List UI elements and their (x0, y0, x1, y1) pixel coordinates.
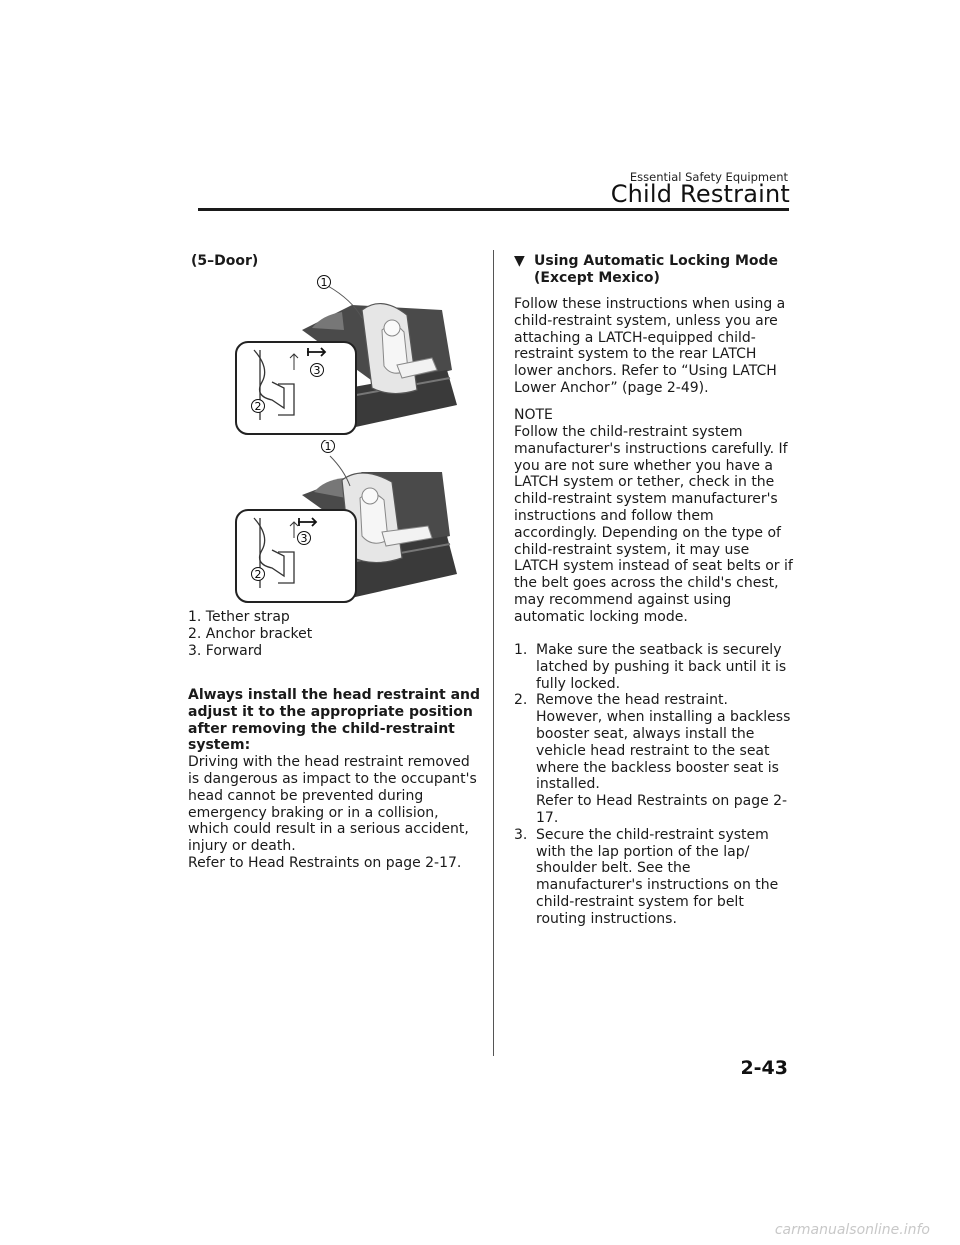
legend-item: 2. Anchor bracket (188, 625, 313, 642)
seat-illustration-bottom (232, 440, 460, 610)
step-number: 3. (514, 826, 528, 843)
callout-1: 1 (320, 276, 328, 289)
warning-reference: Refer to Head Restraints on page 2-17. (188, 854, 462, 871)
step-text: Secure the child-restraint system with the lap portion of the lap/ shoulder belt. See the manufacturer's instructions on the child-restraint system for belt routing instructions. (536, 826, 779, 927)
section-heading (514, 253, 789, 287)
step-item (514, 642, 794, 692)
step-item (514, 692, 794, 826)
header-rule (198, 208, 789, 211)
figure-legend (188, 609, 312, 659)
callout-2: 2 (254, 400, 262, 413)
note-label: NOTE (514, 407, 553, 423)
callout-3: 3 (300, 532, 308, 545)
section-heading-text: Using Automatic Locking Mode (Except Mexico) (534, 253, 779, 286)
step-number: 2. (514, 692, 528, 709)
intro-paragraph: Follow these instructions when using a child-restraint system, unless you are attaching a LATCH-equipped child-restraint system to the rear LATCH lower anchors. Refer to “Using LATCH Lower Anchor” (page 2-49). (514, 296, 786, 396)
step-text: Remove the head restraint. However, when installing a backless booster seat, always install the vehicle head restraint to the seat where the backless booster seat is installed. (536, 692, 791, 793)
triangle-marker-icon: ▼ (514, 253, 525, 269)
warning-body: Driving with the head restraint removed is dangerous as impact to the occupant's head cannot be prevented during emergency braking or in a collision, which could result in a serious accident, injury or death. (188, 754, 477, 855)
step-reference: Refer to Head Restraints on page 2-17. (536, 793, 788, 826)
warning-title: Always install the head restraint and adjust it to the appropriate position after removing the child-restraint system: (188, 687, 481, 754)
legend-item: 1. Tether strap (188, 609, 290, 625)
page-title: Child Restraint (610, 180, 790, 208)
legend-item: 3. Forward (188, 642, 263, 659)
page-number: 2-43 (740, 1057, 788, 1079)
step-text: Make sure the seatback is securely latched by pushing it back until it is fully locked. (536, 642, 787, 692)
seat-illustration-top (232, 270, 460, 440)
section-title: Essential Safety Equipment (629, 170, 788, 184)
callout-3: 3 (313, 364, 321, 377)
callout-2: 2 (254, 568, 262, 581)
step-item (514, 827, 794, 928)
steps-list (514, 642, 794, 928)
column-divider (493, 250, 494, 1056)
step-number: 1. (514, 642, 528, 658)
callout-1: 1 (324, 440, 332, 453)
warning-block (188, 687, 480, 872)
note-body: Follow the child-restraint system manufacturer's instructions carefully. If you are not sure whether you have a LATCH system or tether, check in the child-restraint system manufacturer's instructions and follow them accordingly. Depending on the type of child-restraint system, it may use LATCH system instead of seat belts or if the belt goes across the child's chest, may recommend against using automatic locking mode. (514, 424, 793, 625)
door-label: (5–Door) (191, 253, 259, 269)
watermark: carmanualsonline.info (774, 1222, 930, 1238)
